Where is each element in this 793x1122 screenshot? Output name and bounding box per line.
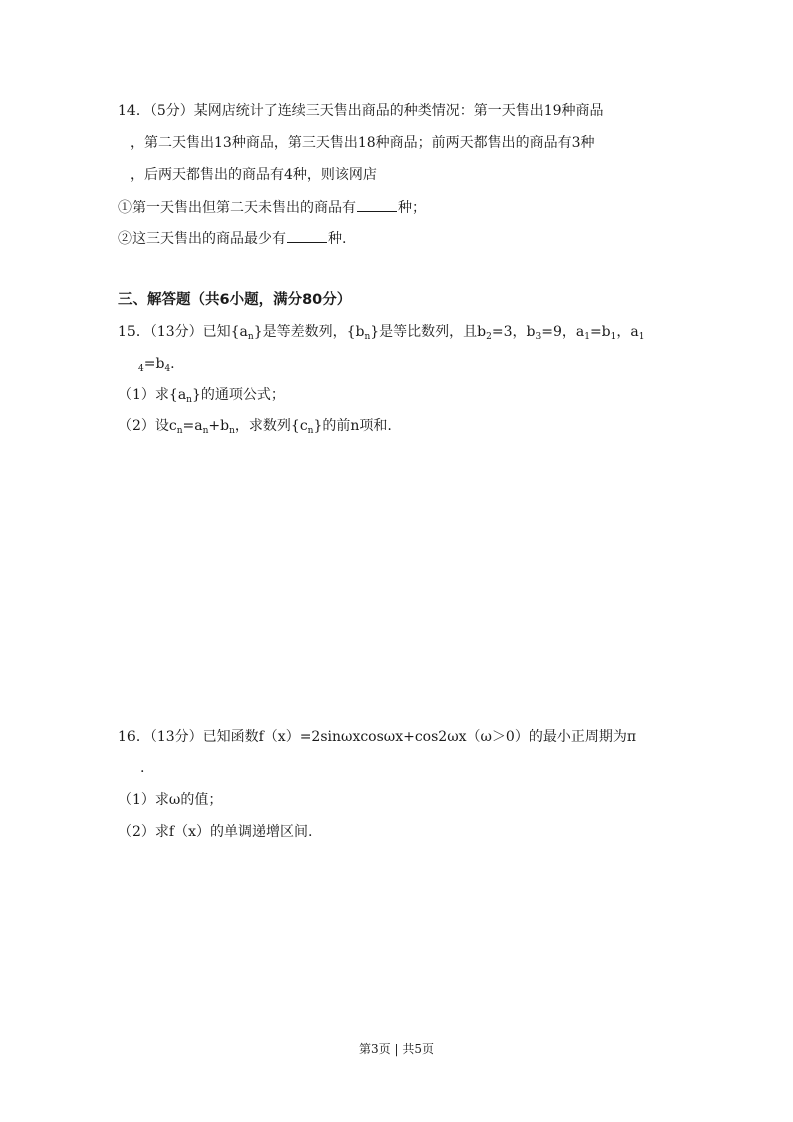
q15-sub: 2 — [486, 332, 492, 342]
q14-sub2-suffix: 种. — [328, 231, 347, 247]
q15-part1-text: }的通项公式； — [191, 387, 285, 403]
q14-subquestion-2 — [118, 228, 346, 249]
q14-sub2-text: ②这三天售出的商品最少有 — [118, 231, 286, 247]
q14-sub1-text: ①第一天售出但第二天未售出的商品有 — [118, 200, 356, 216]
q15-part2-text: ，求数列{c — [234, 418, 308, 434]
page-footer: 第3页 | 共5页 — [359, 1042, 434, 1056]
q16-part-2: （2）求f（x）的单调递增区间. — [118, 824, 313, 840]
q15-line-1 — [118, 322, 644, 342]
q15-part1-text: （1）求{a — [118, 387, 187, 403]
q15-part2-text: }的前n项和. — [313, 418, 392, 434]
q15-part-2 — [118, 416, 392, 436]
q14-line-2: ，第二天售出13种商品，第三天售出18种商品；前两天都售出的商品有3种 — [130, 135, 595, 151]
q16-line-1: 16．（13分）已知函数f（x）=2sinωxcosωx+cos2ωx（ω＞0）的最小正周期为π — [118, 729, 637, 745]
answer-blank-1[interactable] — [357, 197, 397, 212]
q15-text: ，a — [616, 324, 639, 340]
section-heading: 三、解答题（共6小题，满分80分） — [118, 292, 352, 308]
q15-sub: n — [247, 332, 254, 342]
q15-part2-text: （2）设c — [118, 418, 177, 434]
q16-part-1: （1）求ω的值； — [118, 792, 223, 808]
q15-text: . — [170, 356, 175, 372]
q15-text: }是等比数列，且b — [370, 324, 487, 340]
q15-sub: 1 — [584, 332, 590, 342]
q15-part2-text: +b — [208, 418, 230, 434]
answer-blank-2[interactable] — [287, 228, 327, 243]
q15-sub: 3 — [535, 332, 542, 342]
q15-sub: 4 — [138, 364, 144, 374]
q16-line-1b: . — [140, 760, 145, 776]
q15-sub: n — [202, 426, 209, 436]
q15-text: =9，a — [541, 324, 585, 340]
q15-text: 15．（13分）已知{a — [118, 324, 248, 340]
q15-text: }是等差数列，{b — [253, 324, 365, 340]
q15-text: =3，b — [491, 324, 536, 340]
q15-sub: 4 — [164, 364, 171, 374]
q15-part-1 — [118, 385, 285, 405]
q14-sub1-suffix: 种； — [398, 200, 426, 216]
q15-sub: 1 — [638, 332, 645, 342]
q15-sub: n — [307, 426, 314, 436]
q14-subquestion-1 — [118, 197, 426, 218]
q15-sub: 1 — [610, 332, 617, 342]
q15-sub: n — [364, 332, 371, 342]
q15-line-2 — [138, 354, 175, 374]
q15-sub: n — [176, 426, 183, 436]
q14-line-3: ，后两天都售出的商品有4种，则该网店 — [130, 167, 377, 183]
q15-text: =b — [143, 356, 165, 372]
q15-part2-text: =a — [182, 418, 203, 434]
q15-text: =b — [589, 324, 611, 340]
q15-sub: n — [186, 395, 192, 405]
q14-line-1: 14．（5分）某网店统计了连续三天售出商品的种类情况：第一天售出19种商品 — [118, 103, 604, 119]
q15-sub: n — [229, 426, 235, 436]
